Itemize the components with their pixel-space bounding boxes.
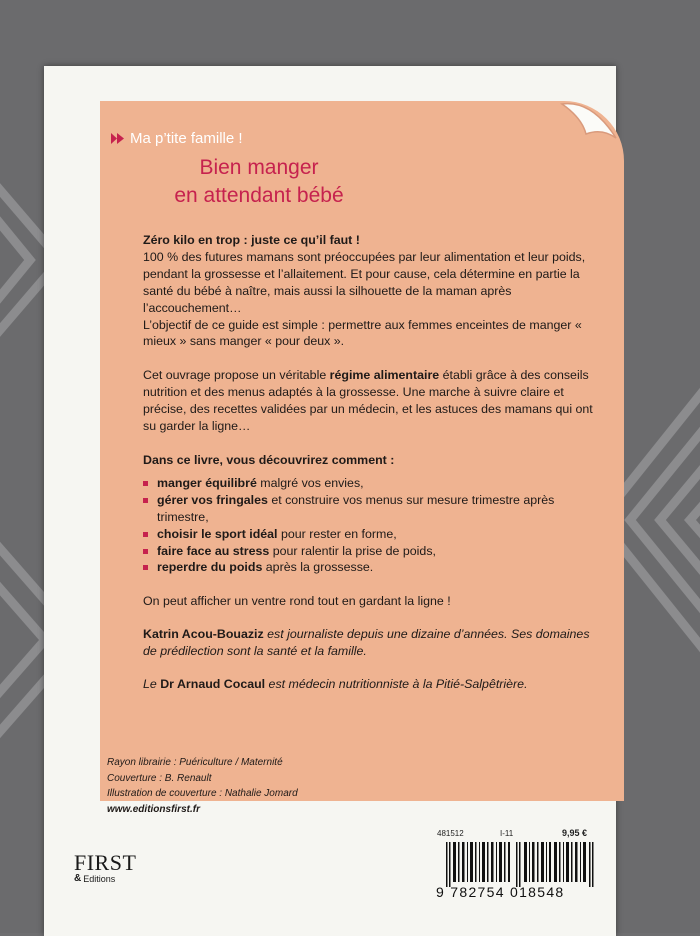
bullet-icon bbox=[143, 532, 148, 537]
book-back-cover bbox=[44, 66, 616, 936]
title-line-1: Bien manger bbox=[199, 156, 319, 179]
features-list bbox=[143, 475, 603, 576]
list-item: manger équilibré malgré vos envies, bbox=[143, 475, 603, 492]
author1-bio: Katrin Acou-Bouaziz est journaliste depuis une dizaine d’années. Ses domaines de prédilection sont la santé et la famille. bbox=[143, 627, 590, 659]
list-item: choisir le sport idéal pour rester en forme, bbox=[143, 526, 603, 543]
credits-block bbox=[107, 755, 298, 817]
publisher-name: FIRST bbox=[74, 850, 137, 875]
bullet-icon bbox=[143, 498, 148, 503]
bullet-icon bbox=[143, 565, 148, 570]
title-line-2: en attendant bébé bbox=[174, 184, 344, 207]
intro-paragraph: 100 % des futures mamans sont préoccupées par leur alimentation et leur poids, pendant la grossesse et l’allaitement. Et pour cause, cela détermine en partie la santé du bébé à naître, mais aussi la silhouette de la maman après l’accouchement… bbox=[143, 249, 586, 315]
list-item: gérer vos fringales et construire vos menus sur mesure trimestre après trimestre, bbox=[143, 492, 603, 526]
objective-paragraph: L’objectif de ce guide est simple : permettre aux femmes enceintes de manger « mieux » sans manger « pour deux ». bbox=[143, 317, 582, 349]
headline: Zéro kilo en trop : juste ce qu’il faut ! bbox=[143, 233, 360, 247]
bullet-icon bbox=[143, 549, 148, 554]
publisher-subtitle: & Editions bbox=[74, 873, 116, 884]
credit-illustration: Illustration de couverture : Nathalie Jomard bbox=[107, 788, 298, 799]
book-title bbox=[144, 154, 374, 210]
description-paragraph: Cet ouvrage propose un véritable régime alimentaire établi grâce à des conseils nutrition et des menus adaptés à la grossesse. Une marche à suivre claire et précise, des recettes validées par un médecin, et les astuces des mamans qui ont su garder la ligne… bbox=[143, 368, 593, 434]
barcode-icon bbox=[446, 842, 594, 887]
credit-rayon: Rayon librairie : Puériculture / Maternité bbox=[107, 757, 283, 768]
product-code: 481512 bbox=[437, 829, 464, 838]
arrow-icon bbox=[111, 133, 124, 144]
list-item: reperdre du poids après la grossesse. bbox=[143, 559, 603, 576]
credit-cover: Couverture : B. Renault bbox=[107, 772, 212, 784]
price-label: 9,95 € bbox=[561, 828, 587, 838]
closing-line: On peut afficher un ventre rond tout en gardant la ligne ! bbox=[143, 594, 451, 609]
publisher-logo bbox=[74, 852, 136, 884]
series-label bbox=[111, 130, 243, 147]
author2-bio: Le Dr Arnaud Cocaul est médecin nutritionniste à la Pitié-Salpêtrière. bbox=[143, 677, 528, 692]
features-heading: Dans ce livre, vous découvrirez comment : bbox=[143, 452, 395, 467]
blurb bbox=[143, 232, 603, 693]
list-item: faire face au stress pour ralentir la prise de poids, bbox=[143, 543, 603, 560]
publisher-website-link[interactable]: www.editionsfirst.fr bbox=[107, 803, 200, 815]
bullet-icon bbox=[143, 481, 148, 486]
series-name: Ma p’tite famille ! bbox=[130, 130, 243, 147]
isbn-number: 9 782754 018548 bbox=[436, 884, 565, 900]
edition-code: I-11 bbox=[500, 829, 514, 838]
page-corner-fold-icon bbox=[552, 98, 622, 160]
